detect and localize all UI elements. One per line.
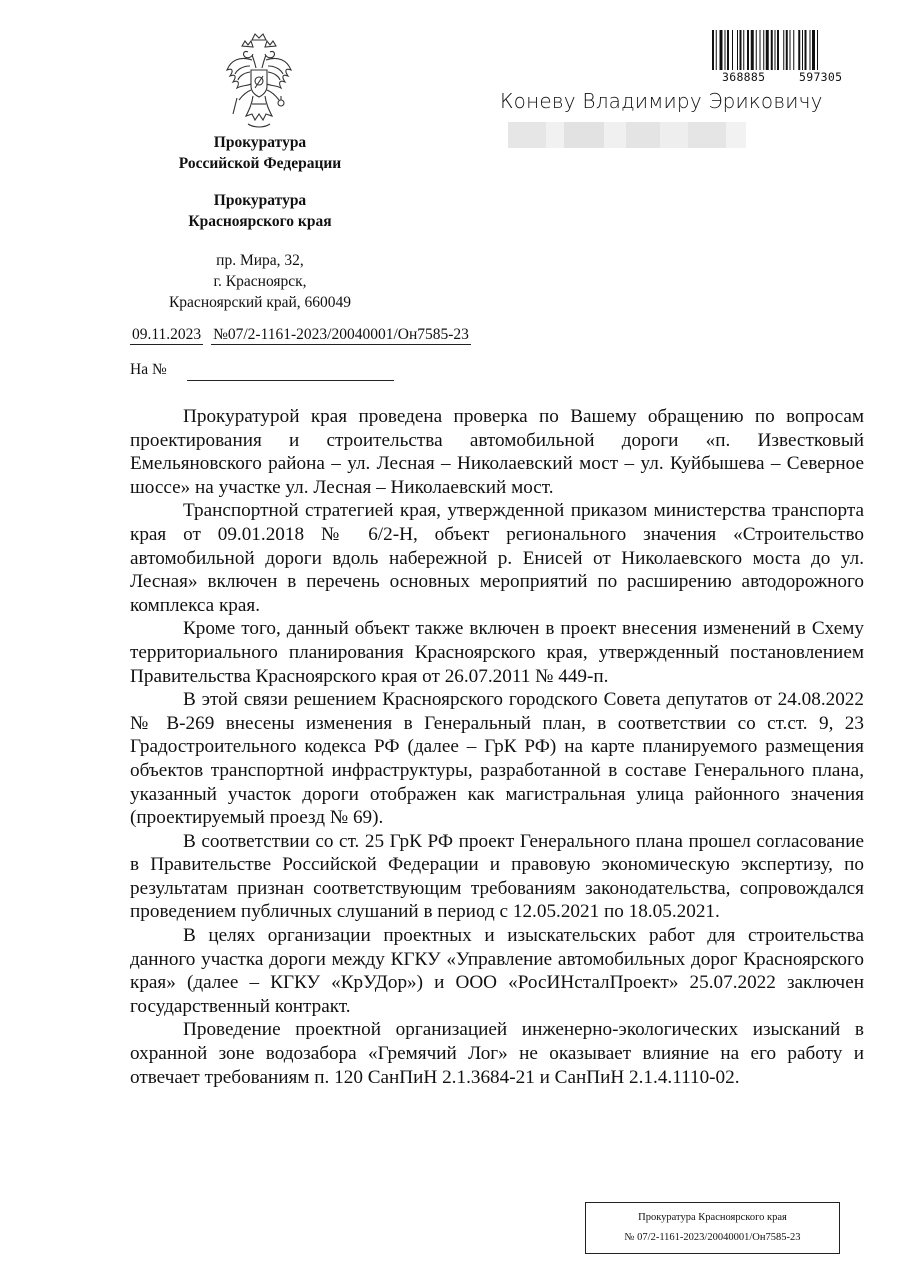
registration-stamp (585, 1202, 840, 1254)
barcode-bar (798, 30, 800, 70)
barcode-bar (812, 30, 815, 70)
stamp-number: № 07/2-1161-2023/20040001/Он7585-23 (624, 1232, 801, 1243)
letter-body (130, 405, 864, 1089)
office-address: пр. Мира, 32, г. Красноярск, Красноярский край, 660049 (168, 252, 352, 311)
stamp-office-name: Прокуратура Красноярского края (638, 1212, 787, 1223)
barcode-bar (805, 30, 807, 70)
body-paragraph: Транспортной стратегией края, утвержденной приказом министерства транспорта края от 09.01.2018 № 6/2-Н, объект регионального значения «Строительство автомобильной дороги вдоль набережной р. Енисей от Николаевского моста до ул. Лесная» включен в перечень основных мероприятий по расширению автодорожного комплекса края. (130, 500, 864, 616)
body-paragraph: В целях организации проектных и изыскательских работ для строительства данного участка дороги между КГКУ «Управление автомобильных дорог Красноярского края» (далее – КГКУ «КрУДор») и ООО «РосИНсталПроект» 25.07.2022 заключен государственный контракт. (130, 925, 864, 1017)
prosecutor-office-krasnoyarsk-title: Прокуратура Красноярского края (188, 192, 332, 230)
barcode-number-left: 368885 (722, 70, 766, 84)
body-paragraph: Проведение проектной организацией инженерно-экологических изысканий в охранной зоне водозабора «Гремячий Лог» не оказывает влияние на его работу и отвечает требованиям п. 120 СанПиН 2.1.3684-21 и СанПиН 2.1.4.1110-02. (130, 1019, 864, 1088)
body-paragraph: Прокуратурой края проведена проверка по Вашему обращению по вопросам проектирования и строительства автомобильной дороги «п. Известковый Емельяновского района – ул. Лесная – Николаевский мост – ул. Куйбышева – Северное шоссе» на участке ул. Лесная – Николаевский мост. (130, 406, 864, 498)
reply-to-number-label: На № (130, 361, 167, 378)
barcode-bar (775, 30, 776, 70)
document-date: 09.11.2023 (132, 326, 202, 343)
redacted-address-blur (508, 122, 746, 148)
barcode-bar (810, 30, 811, 70)
number-prefix: № (213, 326, 228, 343)
barcode-bar (802, 30, 803, 70)
registration-line (130, 326, 471, 344)
barcode-bar (725, 30, 726, 70)
barcode-bar (720, 30, 723, 70)
barcode-bar (743, 30, 744, 70)
body-paragraph: В этой связи решением Красноярского городского Совета депутатов от 24.08.2022 № В-269 внесены изменения в Генеральный план, в соответствии со ст.ст. 9, 23 Градостроительного кодекса РФ (далее – ГрК РФ) на карте планируемого размещения объектов транспортной инфраструктуры, разработанной в составе Генерального плана, указанный участок дороги отображен как магистральная улица районного значения (проектируемый проезд № 69). (130, 689, 864, 829)
barcode-bar (747, 30, 749, 70)
barcode-bar (751, 30, 754, 70)
barcode-bar (790, 30, 791, 70)
number-value: 07/2-1161-2023/20040001/Он7585-23 (227, 326, 469, 343)
barcode-bar (740, 30, 742, 70)
barcode-bar (732, 30, 733, 70)
barcode-bar (716, 30, 717, 70)
barcode-bar (793, 30, 794, 70)
barcode-bar (763, 30, 764, 70)
barcode-bar (756, 30, 757, 70)
prosecutor-office-rf-title: Прокуратура Российской Федерации (178, 134, 342, 172)
barcode-bar (783, 30, 784, 70)
barcode-bar (777, 30, 779, 70)
barcode-bar (712, 30, 714, 70)
reply-to-number-blank (187, 380, 394, 381)
barcode-bar (771, 30, 773, 70)
barcode-bar (817, 30, 818, 70)
body-paragraph: В соответствии со ст. 25 ГрК РФ проект Генерального плана прошел согласование в Правительстве Российской Федерации и правовую экономическую экспертизу, по результатам признан соответствующим требованиям законодательства, сопровождался проведением публичных слушаний в период с 12.05.2021 по 18.05.2021. (130, 830, 864, 923)
recipient-name: Коневу Владимиру Эриковичу (500, 89, 823, 113)
barcode-bar (727, 30, 729, 70)
barcode-bar (760, 30, 761, 70)
barcode-number-right: 597305 (799, 70, 843, 84)
russian-coat-of-arms-emblem (222, 30, 296, 130)
barcode-bar (766, 30, 769, 70)
barcode-bar (786, 30, 788, 70)
barcode-image (712, 30, 852, 70)
barcode-bar (737, 30, 738, 70)
body-paragraph: Кроме того, данный объект также включен в проект внесения изменений в Схему территориального планирования Красноярского края, утвержденный постановлением Правительства Красноярского края от 26.07.2011 № 449-п. (130, 618, 864, 687)
document-number (211, 326, 471, 345)
